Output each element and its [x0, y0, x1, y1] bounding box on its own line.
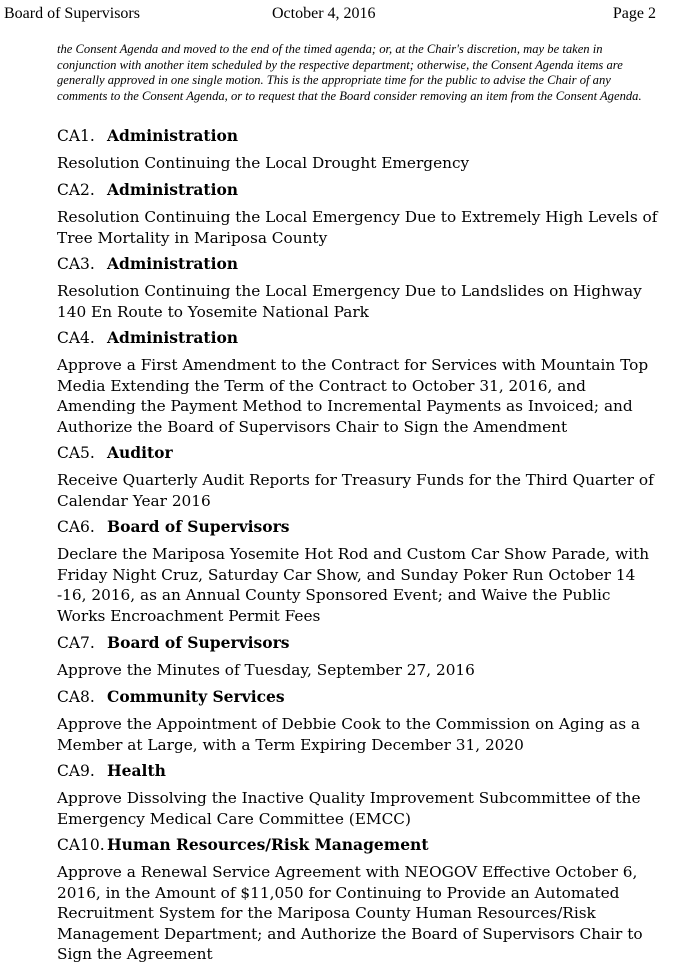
- agenda-item-ca3: [57, 254, 663, 322]
- agenda-item-number: CA2.: [57, 181, 95, 199]
- agenda-item-ca9: [57, 761, 663, 829]
- agenda-item-department: Community Services: [107, 687, 285, 706]
- agenda-item-ca10: [57, 835, 663, 965]
- header-date: October 4, 2016: [272, 5, 376, 22]
- agenda-item-number: CA6.: [57, 518, 95, 536]
- agenda-item-heading: [57, 633, 663, 653]
- agenda-item-number: CA5.: [57, 444, 95, 462]
- agenda-item-description: Approve the Minutes of Tuesday, September 27, 2016: [57, 661, 475, 679]
- agenda-item-description: Resolution Continuing the Local Emergency Due to Landslides on Highway 140 En Route to Yosemite National Park: [57, 282, 642, 321]
- agenda-item-number: CA7.: [57, 634, 95, 652]
- agenda-item-description: Receive Quarterly Audit Reports for Treasury Funds for the Third Quarter of Calendar Year 2016: [57, 471, 654, 510]
- page-header: [0, 0, 680, 26]
- agenda-item-ca6: [57, 517, 663, 626]
- agenda-item-department: Administration: [107, 126, 239, 145]
- agenda-item-description: Approve Dissolving the Inactive Quality Improvement Subcommittee of the Emergency Medical Care Committee (EMCC): [57, 789, 641, 828]
- agenda-item-number: CA3.: [57, 255, 95, 273]
- agenda-item-number: CA4.: [57, 329, 95, 347]
- agenda-item-heading: [57, 761, 663, 781]
- agenda-item-heading: [57, 180, 663, 200]
- agenda-item-ca7: [57, 633, 663, 681]
- header-board-name: Board of Supervisors: [4, 5, 140, 22]
- agenda-item-heading: [57, 328, 663, 348]
- agenda-item-ca5: [57, 443, 663, 511]
- agenda-item-department: Board of Supervisors: [107, 633, 290, 652]
- agenda-item-department: Administration: [107, 254, 239, 273]
- agenda-item-number: CA10.: [57, 836, 105, 854]
- agenda-item-description: Approve a First Amendment to the Contract for Services with Mountain Top Media Extending the Term of the Contract to October 31, 2016, and Amending the Payment Method to Incremental Payments as Invoiced; and Authorize the Board of Supervisors Chair to Sign the Amendment: [57, 356, 649, 436]
- agenda-item-number: CA1.: [57, 127, 95, 145]
- agenda-item-number: CA9.: [57, 762, 95, 780]
- agenda-item-description: Resolution Continuing the Local Drought Emergency: [57, 154, 470, 172]
- agenda-item-department: Administration: [107, 328, 239, 347]
- agenda-item-department: Board of Supervisors: [107, 517, 290, 536]
- agenda-item-department: Administration: [107, 180, 239, 199]
- agenda-item-ca2: [57, 180, 663, 248]
- header-page-number: Page 2: [612, 5, 656, 22]
- agenda-item-description: Approve the Appointment of Debbie Cook to the Commission on Aging as a Member at Large, with a Term Expiring December 31, 2020: [57, 715, 641, 754]
- agenda-item-ca1: [57, 126, 663, 174]
- agenda-item-heading: [57, 835, 663, 855]
- agenda-item-heading: [57, 126, 663, 146]
- agenda-item-description: Resolution Continuing the Local Emergency Due to Extremely High Levels of Tree Mortality in Mariposa County: [57, 208, 658, 247]
- agenda-item-description: Approve a Renewal Service Agreement with NEOGOV Effective October 6, 2016, in the Amount of $11,050 for Continuing to Provide an Automated Recruitment System for the Mariposa County Human Resources/Risk Management Department; and Authorize the Board of Supervisors Chair to Sign the Agreement: [57, 863, 643, 964]
- agenda-item-heading: [57, 687, 663, 707]
- agenda-item-heading: [57, 517, 663, 537]
- agenda-item-ca8: [57, 687, 663, 755]
- consent-agenda-intro: the Consent Agenda and moved to the end of the timed agenda; or, at the Chair's discretion, may be taken in conjunction with another item scheduled by the respective department; otherwise, the Consent Agenda items are generally approved in one single motion. This is the appropriate time for the public to advise the Chair of any comments to the Consent Agenda, or to request that the Board consider removing an item from the Consent Agenda.: [57, 42, 642, 103]
- agenda-item-ca4: [57, 328, 663, 437]
- agenda-item-description: Declare the Mariposa Yosemite Hot Rod and Custom Car Show Parade, with Friday Night Cruz, Saturday Car Show, and Sunday Poker Run October 14 -16, 2016, as an Annual County Sponsored Event; and Waive the Public Works Encroachment Permit Fees: [57, 545, 650, 625]
- agenda-item-number: CA8.: [57, 688, 95, 706]
- agenda-item-department: Auditor: [107, 443, 173, 462]
- agenda-item-department: Health: [107, 761, 166, 780]
- agenda-item-department: Human Resources/Risk Management: [107, 835, 429, 854]
- agenda-item-heading: [57, 254, 663, 274]
- agenda-item-heading: [57, 443, 663, 463]
